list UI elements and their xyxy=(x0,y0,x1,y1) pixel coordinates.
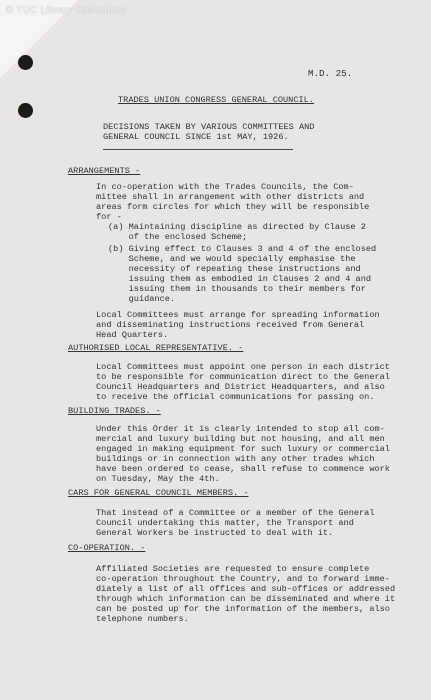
paragraph-line: Council Headquarters and District Headquarters, and also xyxy=(96,382,385,392)
paragraph-line: telephone numbers. xyxy=(96,614,189,624)
paragraph-line: mittee shall in arrangement with other districts and xyxy=(96,192,365,202)
paragraph-line: Under this Order it is clearly intended to stop all com- xyxy=(96,424,385,434)
document-heading: TRADES UNION CONGRESS GENERAL COUNCIL. xyxy=(118,95,314,105)
list-item-line: issuing them as embodied in Clauses 2 and 4 and xyxy=(108,274,372,284)
paragraph-line: diately a list of all offices and sub-offices or addressed xyxy=(96,584,396,594)
paragraph-line: Local Committees must arrange for spreading information xyxy=(96,310,380,320)
section-title: BUILDING TRADES. - xyxy=(68,406,161,416)
paragraph-line: In co-operation with the Trades Councils, the Com- xyxy=(96,182,354,192)
list-item-line: (a) Maintaining discipline as directed by Clause 2 xyxy=(108,222,366,232)
section-title: CO-OPERATION. - xyxy=(68,543,146,553)
list-item-line: guidance. xyxy=(108,294,176,304)
paragraph-line: Affiliated Societies are requested to ensure complete xyxy=(96,564,370,574)
paragraph-line: to be responsible for communication direct to the General xyxy=(96,372,390,382)
document-subheading-line-2: GENERAL COUNCIL SINCE 1st MAY, 1926. xyxy=(103,132,289,142)
section-title: AUTHORISED LOCAL REPRESENTATIVE. - xyxy=(68,343,244,353)
paragraph-line: co-operation throughout the Country, and to forward imme- xyxy=(96,574,390,584)
punch-hole-icon xyxy=(18,55,33,70)
list-item-line: of the enclosed Scheme; xyxy=(108,232,248,242)
paragraph-line: buildings or in connection with any other trades which xyxy=(96,454,375,464)
paragraph-line: mercial and luxury building but not housing, and all men xyxy=(96,434,385,444)
paragraph-line: areas form circles for which they will be responsible xyxy=(96,202,370,212)
paragraph-line: Local Committees must appoint one person in each district xyxy=(96,362,390,372)
document-subheading-line-1: DECISIONS TAKEN BY VARIOUS COMMITTEES AND xyxy=(103,122,315,132)
paragraph-line: to receive the official communications for passing on. xyxy=(96,392,375,402)
punch-hole-icon xyxy=(18,103,33,118)
paragraph-line: Council undertaking this matter, the Transport and xyxy=(96,518,354,528)
paragraph-line: engaged in making equipment for such luxury or commercial xyxy=(96,444,390,454)
section-title: ARRANGEMENTS - xyxy=(68,166,141,176)
document-reference: M.D. 25. xyxy=(308,68,353,79)
paragraph-line: General Workers be instructed to deal with it. xyxy=(96,528,334,538)
watermark: © TUC Library Collections xyxy=(6,5,127,16)
paragraph-line: on Tuesday, May the 4th. xyxy=(96,474,220,484)
paragraph-line: can be posted up for the information of the members, also xyxy=(96,604,390,614)
list-item-line: (b) Giving effect to Clauses 3 and 4 of the enclosed xyxy=(108,244,377,254)
paragraph-line: through which information can be disseminated and where it xyxy=(96,594,396,604)
list-item-line: Scheme, and we would specially emphasise the xyxy=(108,254,356,264)
paragraph-line: have been ordered to cease, shall refuse to commence work xyxy=(96,464,390,474)
list-item-line: issuing them in thousands to their members for xyxy=(108,284,366,294)
paragraph-line: and disseminating instructions received from General xyxy=(96,320,365,330)
paragraph-line: for - xyxy=(96,212,122,222)
section-title: CARS FOR GENERAL COUNCIL MEMBERS. - xyxy=(68,488,249,498)
paragraph-line: That instead of a Committee or a member of the General xyxy=(96,508,375,518)
list-item-line: necessity of repeating these instructions and xyxy=(108,264,361,274)
paragraph-line: Head Quarters. xyxy=(96,330,169,340)
subheading-rule xyxy=(103,149,293,150)
